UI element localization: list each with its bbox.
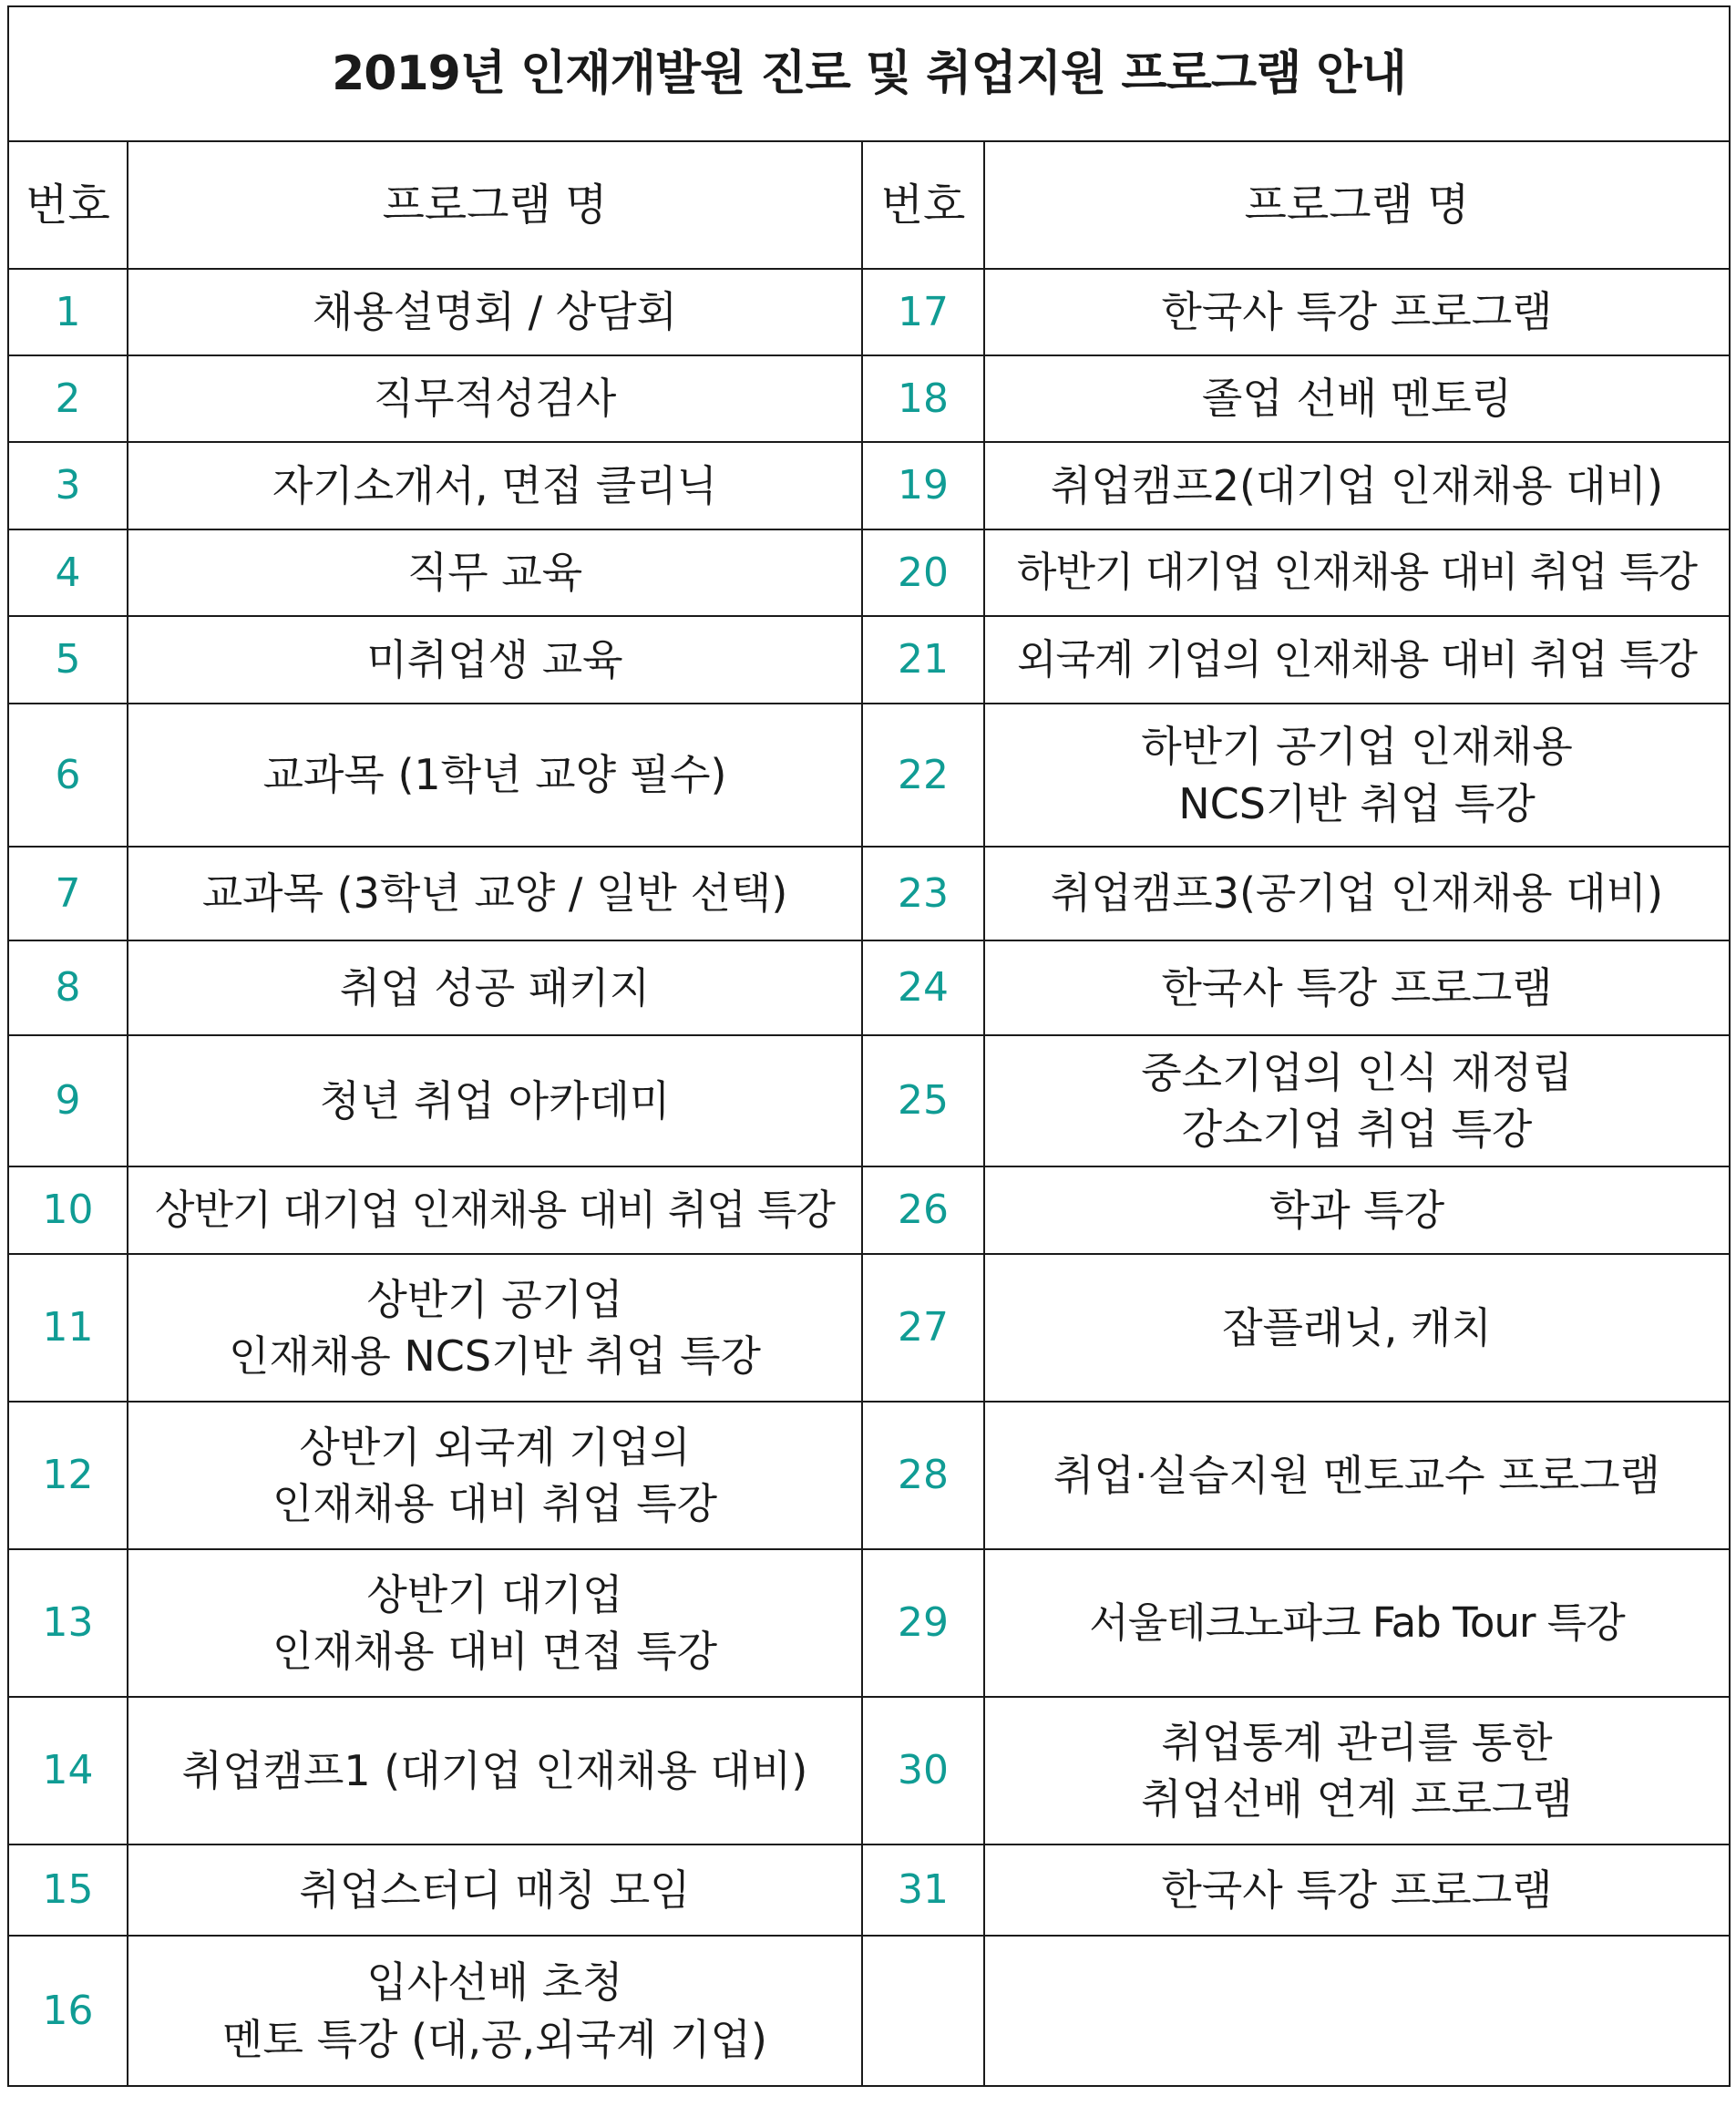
- program-name-left: [128, 442, 862, 529]
- program-line: 교과목 (1학년 교양 필수): [262, 750, 727, 800]
- row-number-right: 26: [862, 1166, 984, 1254]
- table-row: [8, 442, 1730, 529]
- program-line: 채용설명회 / 상담회: [312, 287, 678, 337]
- program-name-right: [984, 616, 1730, 704]
- program-name-left: [128, 269, 862, 355]
- row-number-right: 21: [862, 616, 984, 704]
- program-name-right: [984, 1549, 1730, 1697]
- program-line: 인재채용 대비 면접 특강: [272, 1627, 718, 1676]
- program-name-left: [128, 616, 862, 704]
- program-line: 취업캠프3(공기업 인재채용 대비): [1050, 868, 1664, 919]
- header-row: [8, 141, 1730, 269]
- program-line: 상반기 외국계 기업의: [299, 1422, 691, 1472]
- row-number-right: 27: [862, 1254, 984, 1402]
- program-name-right: [984, 1402, 1730, 1549]
- row-number-right: [862, 1936, 984, 2086]
- row-number-right: 25: [862, 1035, 984, 1166]
- program-line: 멘토 특강 (대,공,외국계 기업): [222, 2014, 767, 2064]
- row-number-left: 10: [8, 1166, 128, 1254]
- program-line: 잡플래닛, 캐치: [1222, 1302, 1492, 1352]
- program-name-left: [128, 1254, 862, 1402]
- row-number-left: 8: [8, 940, 128, 1035]
- program-line: 교과목 (3학년 교양 / 일반 선택): [201, 868, 788, 919]
- program-line: 취업캠프2(대기업 인재채용 대비): [1050, 460, 1664, 510]
- program-line: 취업 성공 패키지: [339, 962, 651, 1012]
- table-row: [8, 1549, 1730, 1697]
- row-number-left: 4: [8, 529, 128, 616]
- row-number-left: 3: [8, 442, 128, 529]
- program-line: 직무적성검사: [373, 374, 617, 424]
- program-name-right: [984, 269, 1730, 355]
- program-line: 하반기 대기업 인재채용 대비 취업 특강: [1016, 548, 1698, 597]
- row-number-left: 13: [8, 1549, 128, 1697]
- program-name-left: [128, 1844, 862, 1936]
- table-row: [8, 1166, 1730, 1254]
- program-name-right: [984, 1254, 1730, 1402]
- program-line: 직무 교육: [406, 548, 583, 598]
- program-name-right: [984, 1936, 1730, 2086]
- header-number-left: 번호: [8, 141, 128, 269]
- program-line: 취업캠프1 (대기업 인재채용 대비): [181, 1745, 808, 1795]
- row-number-right: 19: [862, 442, 984, 529]
- program-line: 상반기 대기업 인재채용 대비 취업 특강: [154, 1185, 836, 1234]
- row-number-left: 11: [8, 1254, 128, 1402]
- program-name-left: [128, 847, 862, 940]
- program-line: 학과 특강: [1269, 1185, 1445, 1235]
- program-name-left: [128, 355, 862, 442]
- row-number-right: 28: [862, 1402, 984, 1549]
- program-line: 상반기 대기업: [366, 1569, 623, 1619]
- row-number-left: 16: [8, 1936, 128, 2086]
- program-line: 강소기업 취업 특강: [1181, 1105, 1533, 1154]
- program-line: 하반기 공기업 인재채용: [1141, 722, 1573, 772]
- table-row: [8, 1402, 1730, 1549]
- program-line: 외국계 기업의 인재채용 대비 취업 특강: [1016, 634, 1698, 683]
- table-row: [8, 355, 1730, 442]
- program-guide-sheet: [7, 5, 1729, 2120]
- program-name-left: [128, 1402, 862, 1549]
- program-name-left: [128, 1166, 862, 1254]
- program-line: 입사선배 초청: [366, 1957, 623, 2008]
- program-line: NCS기반 취업 특강: [1178, 778, 1536, 828]
- program-line: 상반기 공기업: [366, 1274, 623, 1324]
- program-line: 한국사 특강 프로그램: [1161, 287, 1553, 337]
- program-name-right: [984, 847, 1730, 940]
- table-row: [8, 1936, 1730, 2086]
- program-line: 한국사 특강 프로그램: [1161, 1865, 1553, 1915]
- table-row: [8, 616, 1730, 704]
- program-line: 졸업 선배 멘토링: [1201, 374, 1513, 424]
- row-number-right: 23: [862, 847, 984, 940]
- program-name-right: [984, 1844, 1730, 1936]
- header-program-left: 프로그램 명: [128, 141, 862, 269]
- table-row: [8, 529, 1730, 616]
- table-row: [8, 847, 1730, 940]
- program-line: 인재채용 대비 취업 특강: [272, 1479, 718, 1528]
- program-table: [7, 5, 1731, 2087]
- program-name-left: [128, 704, 862, 847]
- row-number-right: 18: [862, 355, 984, 442]
- program-line: 한국사 특강 프로그램: [1161, 962, 1553, 1012]
- table-row: [8, 1697, 1730, 1844]
- program-name-left: [128, 1936, 862, 2086]
- program-line: 취업·실습지원 멘토교수 프로그램: [1053, 1450, 1660, 1500]
- program-name-left: [128, 1697, 862, 1844]
- row-number-right: 17: [862, 269, 984, 355]
- program-name-left: [128, 940, 862, 1035]
- program-line: 자기소개서, 면접 클리닉: [272, 460, 718, 510]
- header-number-right: 번호: [862, 141, 984, 269]
- row-number-left: 6: [8, 704, 128, 847]
- program-name-right: [984, 1697, 1730, 1844]
- program-name-right: [984, 940, 1730, 1035]
- program-name-left: [128, 529, 862, 616]
- table-row: [8, 1035, 1730, 1166]
- program-name-right: [984, 355, 1730, 442]
- table-row: [8, 940, 1730, 1035]
- row-number-left: 15: [8, 1844, 128, 1936]
- row-number-left: 9: [8, 1035, 128, 1166]
- row-number-right: 30: [862, 1697, 984, 1844]
- row-number-right: 24: [862, 940, 984, 1035]
- row-number-left: 1: [8, 269, 128, 355]
- program-line: 취업스터디 매칭 모임: [299, 1865, 691, 1915]
- table-row: [8, 1254, 1730, 1402]
- program-line: 취업통계 관리를 통한: [1161, 1717, 1553, 1767]
- program-name-right: [984, 529, 1730, 616]
- table-row: [8, 704, 1730, 847]
- program-line: 미취업생 교육: [366, 634, 623, 684]
- row-number-right: 22: [862, 704, 984, 847]
- program-name-left: [128, 1035, 862, 1166]
- page-title: 2019년 인재개발원 진로 및 취업지원 프로그램 안내: [8, 6, 1730, 141]
- program-line: 서울테크노파크 Fab Tour 특강: [1089, 1598, 1625, 1647]
- program-name-right: [984, 1166, 1730, 1254]
- header-program-right: 프로그램 명: [984, 141, 1730, 269]
- row-number-right: 29: [862, 1549, 984, 1697]
- table-row: [8, 1844, 1730, 1936]
- row-number-left: 12: [8, 1402, 128, 1549]
- program-line: 인재채용 NCS기반 취업 특강: [229, 1331, 761, 1381]
- table-row: [8, 269, 1730, 355]
- row-number-right: 20: [862, 529, 984, 616]
- program-name-right: [984, 704, 1730, 847]
- program-name-left: [128, 1549, 862, 1697]
- row-number-left: 7: [8, 847, 128, 940]
- program-name-right: [984, 442, 1730, 529]
- row-number-left: 5: [8, 616, 128, 704]
- program-line: 청년 취업 아카데미: [319, 1075, 671, 1125]
- program-name-right: [984, 1035, 1730, 1166]
- program-line: 중소기업의 인식 재정립: [1141, 1047, 1573, 1097]
- row-number-left: 2: [8, 355, 128, 442]
- row-number-right: 31: [862, 1844, 984, 1936]
- program-line: 취업선배 연계 프로그램: [1141, 1774, 1573, 1824]
- row-number-left: 14: [8, 1697, 128, 1844]
